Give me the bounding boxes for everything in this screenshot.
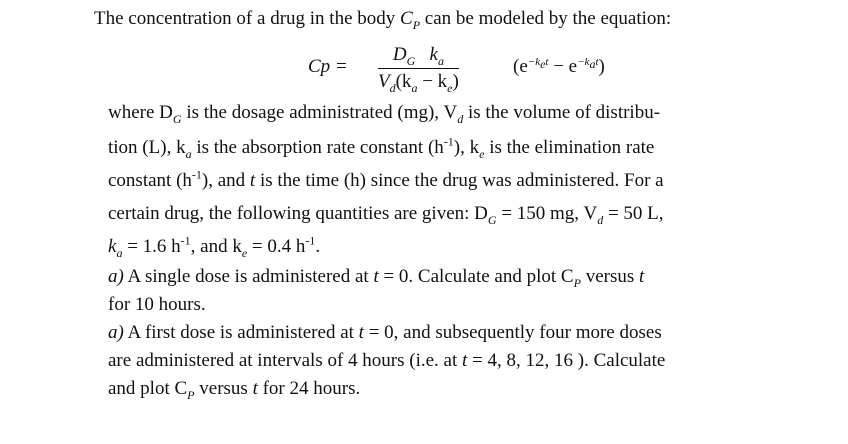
equation <box>288 42 618 98</box>
part-a-single-dose: a) A single dose is administered at t = 0. Calculate and plot $C_P$ versus t <box>108 266 645 290</box>
fraction-numerator: $D_G$ $k_a$ <box>392 44 444 68</box>
intro-var: C <box>400 8 413 29</box>
given-line-2: $k_a = 1.6$ $h^{-1}$, and $k_e = 0.4$ $h^{-1}$. <box>108 233 321 260</box>
part-a-multiple-doses: a) A first dose is administered at t = 0, and subsequently four more doses <box>108 322 662 343</box>
definition-line-1: where $D_G$ is the dosage administrated (mg), $V_d$ is the volume of distribu- <box>108 102 661 126</box>
intro-line <box>94 8 671 30</box>
equation-lhs: Cp = <box>308 56 348 77</box>
part-a-multiple-doses-line2: are administered at intervals of 4 hours (i.e. at t = 4, 8, 12, 16 ). Calculate <box>108 350 666 371</box>
given-line-1: certain drug, the following quantities are given: $D_G = 150$ mg, $V_d = 50$ L, <box>108 203 664 227</box>
fraction-bar <box>378 68 459 69</box>
intro-tail: can be modeled by the equation: <box>424 8 672 29</box>
intro-var-sub: P <box>412 17 421 32</box>
intro-text: The concentration of a drug in the body <box>94 8 396 29</box>
part-a-single-dose-cont: for 10 hours. <box>108 294 206 315</box>
definition-line-3: constant $(h^{-1})$, and t is the time (h) since the drug was administered. For a <box>108 167 664 191</box>
part-a-multiple-doses-line3: and plot $C_P$ versus t for 24 hours. <box>108 378 361 402</box>
fraction-denominator: $V_d(k_a - k_e)$ <box>378 71 459 95</box>
definition-line-2: tion (L), $k_a$ is the absorption rate constant $(h^{-1})$, $k_e$ is the elimination rate <box>108 134 655 161</box>
equation-exponential: $(e^{-k_et} - e^{-k_at})$ <box>513 55 605 77</box>
equation-fraction <box>378 44 459 93</box>
